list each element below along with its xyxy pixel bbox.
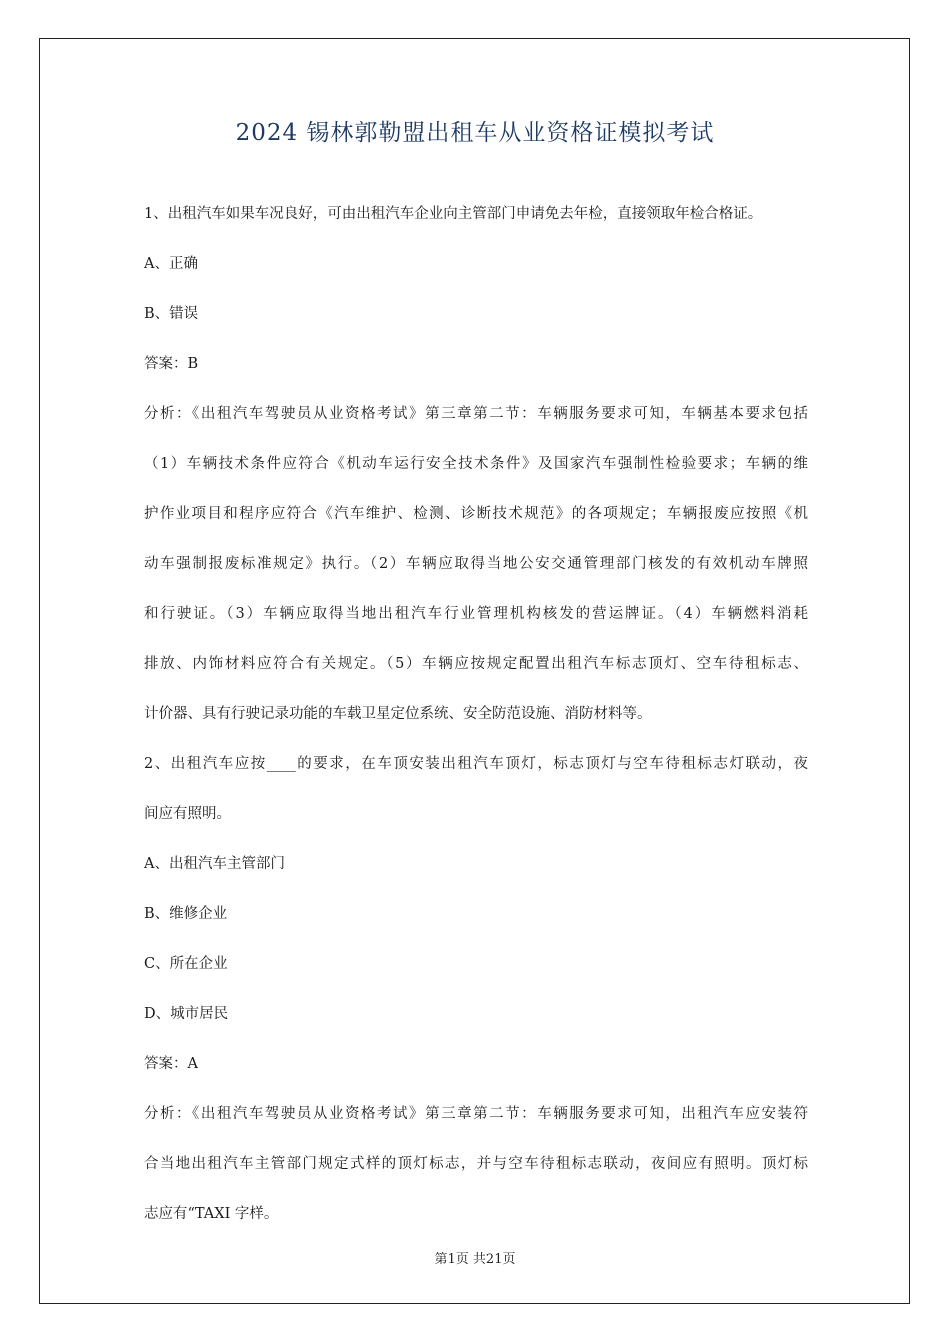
question-2-option-b: B、维修企业 <box>144 906 228 922</box>
question-1-analysis-line: 护作业项目和程序应符合《汽车维护、检测、诊断技术规范》的各项规定；车辆报废应按照《机 <box>144 506 808 522</box>
question-1-analysis-line: 排放、内饰材料应符合有关规定。（5）车辆应按规定配置出租汽车标志顶灯、空车待租标志、 <box>144 656 808 672</box>
question-2-option-c: C、所在企业 <box>144 956 228 972</box>
question-2-option-a: A、出租汽车主管部门 <box>144 856 285 872</box>
question-2-analysis-line: 志应有“TAXI 字样。 <box>144 1206 279 1222</box>
question-1-option-b: B、错误 <box>144 306 199 322</box>
document-title: 2024 锡林郭勒盟出租车从业资格证模拟考试 <box>235 120 715 146</box>
question-1-analysis-line: 分析：《出租汽车驾驶员从业资格考试》第三章第二节：车辆服务要求可知，车辆基本要求包括 <box>144 406 808 422</box>
question-2-text: 2、出租汽车应按____的要求，在车顶安装出租汽车顶灯，标志顶灯与空车待租标志灯联动，夜 <box>144 756 808 772</box>
question-2-text-continued: 间应有照明。 <box>144 806 231 822</box>
question-2-answer: 答案：A <box>144 1056 198 1072</box>
question-2-option-d: D、城市居民 <box>144 1006 229 1022</box>
question-2-analysis-line: 分析：《出租汽车驾驶员从业资格考试》第三章第二节：车辆服务要求可知，出租汽车应安装符 <box>144 1106 808 1122</box>
question-1-analysis-line: 动车强制报废标准规定》执行。（2）车辆应取得当地公安交通管理部门核发的有效机动车牌照 <box>144 556 808 572</box>
question-2-analysis-line: 合当地出租汽车主管部门规定式样的顶灯标志，并与空车待租标志联动，夜间应有照明。顶灯标 <box>144 1156 808 1172</box>
question-1-analysis-line: 计价器、具有行驶记录功能的车载卫星定位系统、安全防范设施、消防材料等。 <box>144 706 652 722</box>
question-1-analysis-line: 和行驶证。（3）车辆应取得当地出租汽车行业管理机构核发的营运牌证。（4）车辆燃料消耗 <box>144 606 808 622</box>
document-body <box>144 196 808 1246</box>
page-footer: 第1页 共21页 <box>434 1252 516 1267</box>
question-1-answer: 答案：B <box>144 356 199 372</box>
question-1-option-a: A、正确 <box>144 256 198 272</box>
question-1-analysis-line: （1）车辆技术条件应符合《机动车运行安全技术条件》及国家汽车强制性检验要求；车辆的维 <box>144 456 808 472</box>
question-1-text: 1、出租汽车如果车况良好，可由出租汽车企业向主管部门申请免去年检，直接领取年检合格证。 <box>144 206 763 222</box>
